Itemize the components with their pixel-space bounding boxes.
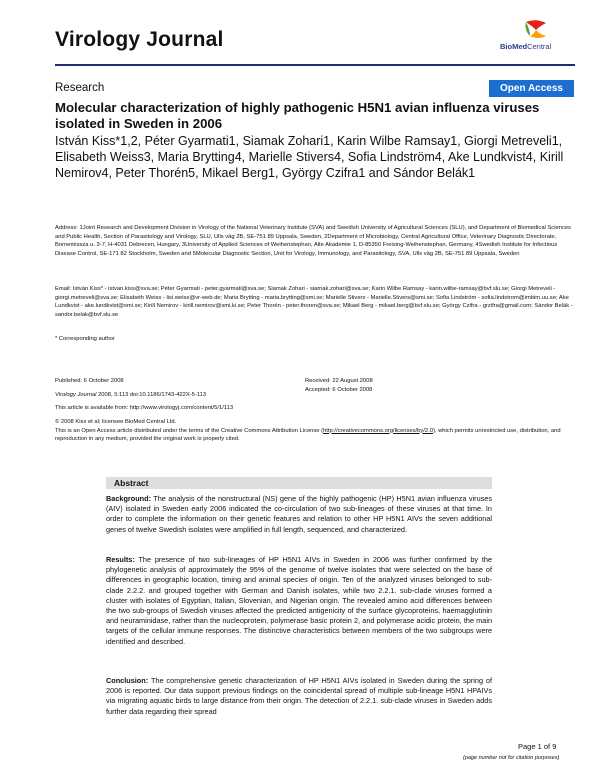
abstract-section bbox=[106, 477, 492, 739]
citation-details: 2008, 5:113 doi:10.1186/1743-422X-5-113 bbox=[96, 392, 207, 398]
citation bbox=[55, 392, 206, 398]
license-statement bbox=[55, 427, 575, 444]
received-date: Received: 22 August 2008 bbox=[305, 378, 373, 384]
accepted-date: Accepted: 6 October 2008 bbox=[305, 386, 373, 393]
license-link[interactable]: http://creativecommons.org/licenses/by/2.0 bbox=[323, 427, 433, 434]
availability-url[interactable]: This article is available from: http://www.virologyj.com/content/5/1/113 bbox=[55, 405, 234, 411]
citation-journal: Virology Journal bbox=[55, 392, 97, 398]
article-title: Molecular characterization of highly pathogenic H5N1 avian influenza viruses isolated in Sweden in 2006 bbox=[55, 100, 540, 131]
biomed-central-logo[interactable] bbox=[500, 18, 575, 60]
affiliations: Address: 1Joint Research and Development Division in Virology of the National Veterinary Institute (SVA) and Swedish University of Agricultural Sciences (SLU), and Department of Biomedical Sciences and Public Health, Section of Parasitology and Virology, SLU, Ulls väg 2B, SE-751 89 Uppsala, Sweden, 2Department of Microbiology, Central Agricultural Office, Veterinary Diagnostic Directorate, Bornemissza u. 3-7, H-4031 Debrecen, Hungary, 3University of Applied Sciences of Weihenstephan, Alte Akademie 1, D-85350 Freising-Weihenstephan, Germany, 4Swedish Institute for Infectious Disease Control, SE-171 82 Stockholm, Sweden and 5Molecular Diagnostic Section, Unit for Virology, Immunology, and Parasitology, SVA, Ulls väg 2B, SE-751 89 Uppsala, Sweden bbox=[55, 225, 571, 257]
abstract-results bbox=[106, 555, 492, 647]
biomed-logo-icon bbox=[522, 18, 550, 40]
background-text: The analysis of the nonstructural (NS) gene of the highly pathogenic (HP) H5N1 avian influenza viruses (AIV) isolated in Sweden early 2006 indicated the co-circulation of two sub-lineages of these viruses at that time. In order to complete the information on their genetic features and relation to other HP H5N1 AIVs the seven additional genes of twelve Swedish isolates were amplified in full length, sequenced, and characterized. bbox=[106, 494, 492, 534]
license-text-post: ), which permits unrestricted use, distribution, and reproduction in any medium, provided the original work is properly cited. bbox=[55, 427, 561, 443]
header-rule bbox=[55, 64, 575, 66]
conclusion-label: Conclusion: bbox=[106, 676, 149, 685]
page-number-note: (page number not for citation purposes) bbox=[463, 755, 560, 761]
journal-title: Virology Journal bbox=[55, 28, 224, 51]
page-number: Page 1 of 9 bbox=[518, 742, 557, 751]
corresponding-note: * Corresponding author bbox=[55, 336, 115, 342]
article-type: Research bbox=[55, 82, 105, 94]
author-list: István Kiss*1,2, Péter Gyarmati1, Siamak Zohari1, Karin Wilbe Ramsay1, Giorgi Metreveli1, Elisabeth Weiss3, Maria Brytting4, Marielle Stivers4, Sofia Lindström4, Ake Lundkvist4, Kirill Nemirov4, Peter Thorén5, Mikael Berg1, György Czifra1 and Sándor Belák1 bbox=[55, 134, 564, 180]
logo-brand: BioMed bbox=[500, 42, 528, 51]
results-text: The presence of two sub-lineages of HP H5N1 AIVs in Sweden in 2006 was further confirmed by the phylogenetic analysis of approximately the 95% of the genome of twelve isolates that were selected on the base of differences in geographic location, timing and animal species of origin. Ten of the analyzed viruses belonged to sub-clade 2.2.2. and grouped together with German and Danish isolates, while two 2.2.1. sub-clade viruses formed a cluster with isolates of Egyptian, Italian, Slovenian, and Nigerian origin. The revealed amino acid differences between the two sub-groups of Swedish viruses affected the predicted antigenicity of the surface glycoproteins, haemagglutinin and neuraminidase, rather than the nucleoprotein, polymerase basic protein 2, and polymerase acidic protein, the main targets of the cellular immune responses. The distinctive characteristics between members of the two subgroups were identified and described. bbox=[106, 555, 492, 646]
copyright-line: © 2008 Kiss et al; licensee BioMed Central Ltd. bbox=[55, 419, 177, 425]
abstract-conclusion bbox=[106, 676, 492, 717]
logo-suffix: Central bbox=[527, 42, 552, 51]
background-label: Background: bbox=[106, 494, 151, 503]
license-text-pre: This is an Open Access article distributed under the terms of the Creative Commons Attribution License ( bbox=[55, 427, 324, 434]
logo-text bbox=[500, 42, 551, 51]
abstract-heading: Abstract bbox=[114, 478, 149, 488]
open-access-badge[interactable]: Open Access bbox=[489, 80, 574, 97]
author-emails: Email: István Kiss* - istvan.kiss@sva.se; Péter Gyarmati - peter.gyarmati@sva.se; Siamak Zohari - siamak.zohari@sva.se; Karin Wilbe Ramsay - karin.wilbe-ramsay@bvf.slu.se; Giorgi Metreveli - giorgi.metreveli@sva.se; Elisabeth Weiss - lisi.weiss@vr-web.de; Maria Brytting - maria.brytting@smi.se; Marielle Stivers - Marielle.Stivers@smi.se; Sofia Lindström - sofia.lindstrom@imbim.uu.se; Ake Lundkvist - ake.lundkvist@smi.se; Kirill Nemirov - kirill.nemirov@smi.ki.se; Peter Thorén - peter.thoren@sva.se; Mikael Berg - mikael.berg@bvf.slu.se; György Czifra - grzifra@gmail.com; Sándor Belák - sandor.belak@bvf.slu.se bbox=[55, 286, 573, 318]
abstract-header-bar bbox=[106, 477, 492, 489]
conclusion-text: The comprehensive genetic characterization of HP H5N1 AIVs isolated in Sweden during the spring of 2006 is reported. Our data support previous findings on the coincidental spread of multiple sub-lineage H5N1 HPAIVs via migrating aquatic birds to large distance from their origin. The detection of 2.2.1. sub-clade viruses in Sweden adds further data regarding their spread bbox=[106, 676, 492, 716]
copyright-block bbox=[55, 418, 575, 444]
published-date: Published: 6 October 2008 bbox=[55, 378, 124, 384]
abstract-background bbox=[106, 494, 492, 535]
dates-block bbox=[305, 377, 373, 394]
results-label: Results: bbox=[106, 555, 135, 564]
